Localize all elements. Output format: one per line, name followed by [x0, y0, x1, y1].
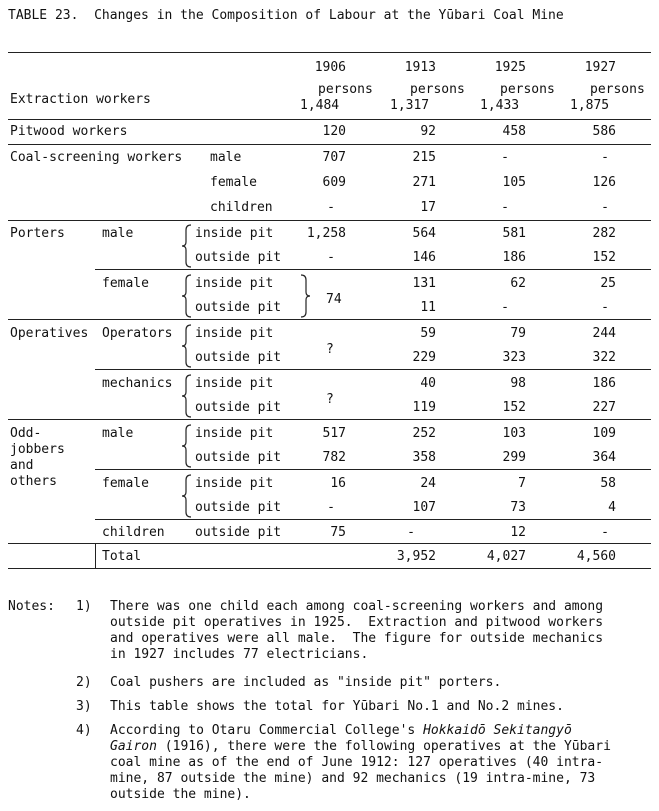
note-1-line-1: There was one child each among coal-screening workers and among [110, 599, 604, 614]
note-3-number: 3) [76, 699, 92, 714]
brace-icon [182, 224, 192, 268]
note-4-book-title-cont: Gairon [110, 739, 157, 754]
porters-female-outside-1927: - [601, 300, 609, 315]
screening-male-1927: - [601, 150, 609, 165]
operators-1906: ? [326, 342, 334, 357]
screening-children-1906: - [327, 200, 335, 215]
rule-after-screening [8, 220, 651, 221]
porters-male-inside-1906: 1,258 [306, 226, 346, 241]
porters-male-inside-1927: 282 [592, 226, 616, 241]
operators-inside-1925: 79 [510, 326, 526, 341]
note-4-rest: (1916), there were the following operatives at the Yūbari [156, 739, 611, 754]
porters-male-outside-1906: - [327, 250, 335, 265]
porters-female-inside-1925: 62 [510, 276, 526, 291]
year-1906: 1906 [314, 60, 346, 75]
mechanics-1906: ? [326, 392, 334, 407]
extraction-1913: 1,317 [390, 98, 430, 113]
operators-outside-label: outside pit [195, 350, 282, 365]
odd-children-outside-label: outside pit [195, 525, 282, 540]
year-1925: 1925 [494, 60, 526, 75]
row-label-pitwood: Pitwood workers [10, 124, 128, 139]
extraction-1927: 1,875 [570, 98, 610, 113]
operators-inside-1927: 244 [592, 326, 616, 341]
porters-female-label: female [102, 276, 149, 291]
row-label-screening: Coal-screening workers [10, 150, 183, 165]
odd-male-inside-1925: 103 [502, 426, 526, 441]
odd-female-inside-1925: 7 [518, 476, 526, 491]
row-label-total: Total [102, 549, 142, 564]
operators-inside-1913: 59 [420, 326, 436, 341]
brace-icon [182, 474, 192, 518]
porters-male-inside-1925: 581 [502, 226, 526, 241]
odd-male-inside-1906: 517 [322, 426, 346, 441]
rule-after-operatives [8, 419, 651, 420]
notes-heading: Notes: [8, 599, 55, 614]
odd-female-outside-1925: 73 [510, 500, 526, 515]
pitwood-1906: 120 [322, 124, 346, 139]
note-4-number: 4) [76, 723, 92, 738]
unit-1927: persons [590, 82, 645, 97]
porters-male-outside-1913: 146 [412, 250, 436, 265]
odd-male-outside-1913: 358 [412, 450, 436, 465]
screening-children-1927: - [601, 200, 609, 215]
odd-children-1906: 75 [330, 525, 346, 540]
odd-female-outside-1927: 4 [608, 500, 616, 515]
operators-outside-1925: 323 [502, 350, 526, 365]
note-4-line-5: outside the mine). [110, 787, 251, 802]
odd-children-1925: 12 [510, 525, 526, 540]
odd-female-inside-1927: 58 [600, 476, 616, 491]
rule-after-extraction [8, 119, 651, 120]
note-4-line-3: coal mine as of the end of June 1912: 127 operatives (40 intra- [110, 755, 604, 770]
brace-icon [182, 274, 192, 318]
total-1925: 4,027 [486, 549, 526, 564]
extraction-1925: 1,433 [480, 98, 520, 113]
row-label-operatives: Operatives [10, 326, 89, 341]
note-1-line-2: outside pit operatives in 1925. Extraction and pitwood workers [110, 615, 604, 630]
odd-female-inside-label: inside pit [195, 476, 274, 491]
odd-male-inside-1913: 252 [412, 426, 436, 441]
mechanics-inside-1925: 98 [510, 376, 526, 391]
porters-male-outside-label: outside pit [195, 250, 282, 265]
screening-female-label: female [210, 175, 257, 190]
year-1927: 1927 [584, 60, 616, 75]
unit-1913: persons [410, 82, 465, 97]
mechanics-inside-1927: 186 [592, 376, 616, 391]
mechanics-outside-1927: 227 [592, 400, 616, 415]
rule-after-pitwood [8, 144, 651, 145]
rule-porters-female [95, 269, 651, 270]
porters-female-outside-1925: - [501, 300, 509, 315]
brace-icon [182, 374, 192, 418]
note-3-line-1: This table shows the total for Yūbari No.1 and No.2 mines. [110, 699, 564, 714]
row-label-extraction: Extraction workers [10, 92, 151, 107]
note-4-line-2 [110, 739, 611, 755]
porters-female-outside-1913: 11 [420, 300, 436, 315]
screening-female-1906: 609 [322, 175, 346, 190]
odd-female-inside-1906: 16 [330, 476, 346, 491]
mechanics-inside-1913: 40 [420, 376, 436, 391]
total-1913: 3,952 [396, 549, 436, 564]
brace-icon [182, 324, 192, 368]
porters-male-outside-1925: 186 [502, 250, 526, 265]
odd-children-1927: - [601, 525, 609, 540]
odd-male-outside-1925: 299 [502, 450, 526, 465]
odd-children-label: children [102, 525, 165, 540]
odd-female-outside-1906: - [327, 500, 335, 515]
mechanics-outside-1913: 119 [412, 400, 436, 415]
pitwood-1927: 586 [592, 124, 616, 139]
unit-1906: persons [318, 82, 373, 97]
mechanics-outside-1925: 152 [502, 400, 526, 415]
row-label-odd-line4: others [10, 474, 57, 489]
screening-male-1925: - [501, 150, 509, 165]
rule-odd-female [95, 469, 651, 470]
screening-male-label: male [210, 150, 242, 165]
mechanics-outside-label: outside pit [195, 400, 282, 415]
screening-male-1906: 707 [322, 150, 346, 165]
porters-male-inside-1913: 564 [412, 226, 436, 241]
odd-children-1913: - [407, 525, 415, 540]
note-4-line-1 [110, 723, 572, 739]
unit-1925: persons [500, 82, 555, 97]
operators-inside-label: inside pit [195, 326, 274, 341]
operators-outside-1927: 322 [592, 350, 616, 365]
note-1-line-4: in 1927 includes 77 electricians. [110, 647, 369, 662]
note-2-number: 2) [76, 675, 92, 690]
table-bottom-rule [8, 568, 651, 569]
note-1-line-3: and operatives were all male. The figure for outside mechanics [110, 631, 604, 646]
porters-male-inside-label: inside pit [195, 226, 274, 241]
rule-operatives-mechanics [95, 369, 651, 370]
pitwood-1913: 92 [420, 124, 436, 139]
row-label-odd-line3: and [10, 458, 34, 473]
note-2-line-1: Coal pushers are included as "inside pit" porters. [110, 675, 502, 690]
screening-female-1913: 271 [412, 175, 436, 190]
porters-male-outside-1927: 152 [592, 250, 616, 265]
porters-female-inside-1927: 25 [600, 276, 616, 291]
table-top-rule [8, 52, 651, 53]
odd-male-outside-1927: 364 [592, 450, 616, 465]
porters-female-1906: 74 [326, 292, 342, 307]
porters-female-inside-1913: 131 [412, 276, 436, 291]
extraction-1906: 1,484 [300, 98, 340, 113]
screening-male-1913: 215 [412, 150, 436, 165]
total-1927: 4,560 [576, 549, 616, 564]
odd-female-inside-1913: 24 [420, 476, 436, 491]
row-label-porters: Porters [10, 226, 65, 241]
porters-male-label: male [102, 226, 134, 241]
screening-children-1913: 17 [420, 200, 436, 215]
operatives-operators-label: Operators [102, 326, 173, 341]
mechanics-inside-label: inside pit [195, 376, 274, 391]
rule-after-porters [8, 319, 651, 320]
odd-female-label: female [102, 476, 149, 491]
rule-before-total [8, 543, 651, 544]
row-label-odd-line2: jobbers [10, 442, 65, 457]
porters-female-inside-label: inside pit [195, 276, 274, 291]
odd-male-label: male [102, 426, 134, 441]
brace-icon [182, 424, 192, 468]
pitwood-1925: 458 [502, 124, 526, 139]
screening-children-label: children [210, 200, 273, 215]
note-4-line-4: mine, 87 outside the mine) and 92 mechanics (19 intra-mine, 73 [110, 771, 596, 786]
column-divider [95, 544, 96, 568]
odd-male-inside-1927: 109 [592, 426, 616, 441]
right-brace-icon [300, 274, 310, 318]
odd-male-outside-1906: 782 [322, 450, 346, 465]
odd-female-outside-1913: 107 [412, 500, 436, 515]
operators-outside-1913: 229 [412, 350, 436, 365]
row-label-odd-line1: Odd- [10, 426, 42, 441]
note-4-book-title: Hokkaidō Sekitangyō [423, 723, 572, 738]
screening-female-1927: 126 [592, 175, 616, 190]
year-1913: 1913 [404, 60, 436, 75]
operatives-mechanics-label: mechanics [102, 376, 173, 391]
note-1-number: 1) [76, 599, 92, 614]
rule-odd-children [95, 519, 651, 520]
table-title: TABLE 23. Changes in the Composition of Labour at the Yūbari Coal Mine [8, 8, 564, 23]
note-4-lead: According to Otaru Commercial College's [110, 723, 424, 738]
porters-female-outside-label: outside pit [195, 300, 282, 315]
screening-female-1925: 105 [502, 175, 526, 190]
odd-male-outside-label: outside pit [195, 450, 282, 465]
screening-children-1925: - [501, 200, 509, 215]
odd-male-inside-label: inside pit [195, 426, 274, 441]
odd-female-outside-label: outside pit [195, 500, 282, 515]
